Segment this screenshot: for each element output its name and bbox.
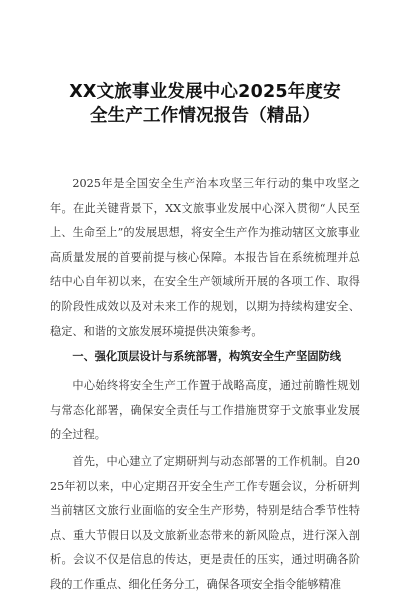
section-heading-1: 一、强化顶层设计与系统部署，构筑安全生产坚固防线: [72, 350, 341, 364]
section-1-paragraph-1: 中心始终将安全生产工作置于战略高度，通过前瞻性规划与常态化部署，确保安全责任与工作措施贯穿于文旅事业发展的全过程。: [50, 379, 360, 442]
document-title-line-2: 全生产工作情况报告（精品）: [89, 106, 321, 126]
document-title-line-1: XX文旅事业发展中心2025年度安: [69, 82, 341, 102]
document-title: [50, 80, 360, 128]
document-body: [50, 172, 360, 598]
section-1-paragraph-2: 首先，中心建立了定期研判与动态部署的工作机制。自2025年初以来，中心定期召开安全生产工作专题会议，分析研判当前辖区文旅行业面临的安全生产形势，特别是结合季节性特点、重大节假日以及文旅新业态带来的新风险点，进行深入剖析。会议不仅是信息的传达，更是责任的压实，通过明确各阶段的工作重点、细化任务分工，确保各项安全指令能够精准: [50, 454, 360, 591]
intro-paragraph: 2025年是全国安全生产治本攻坚三年行动的集中攻坚之年。在此关键背景下，XX文旅事业发展中心深入贯彻“人民至上、生命至上”的发展思想，将安全生产作为推动辖区文旅事业高质量发展的首要前提与核心保障。本报告旨在系统梳理并总结中心自年初以来，在安全生产领域所开展的各项工作、取得的阶段性成效以及对未来工作的规划，以期为持续构建安全、稳定、和谐的文旅发展环境提供决策参考。: [50, 177, 360, 338]
